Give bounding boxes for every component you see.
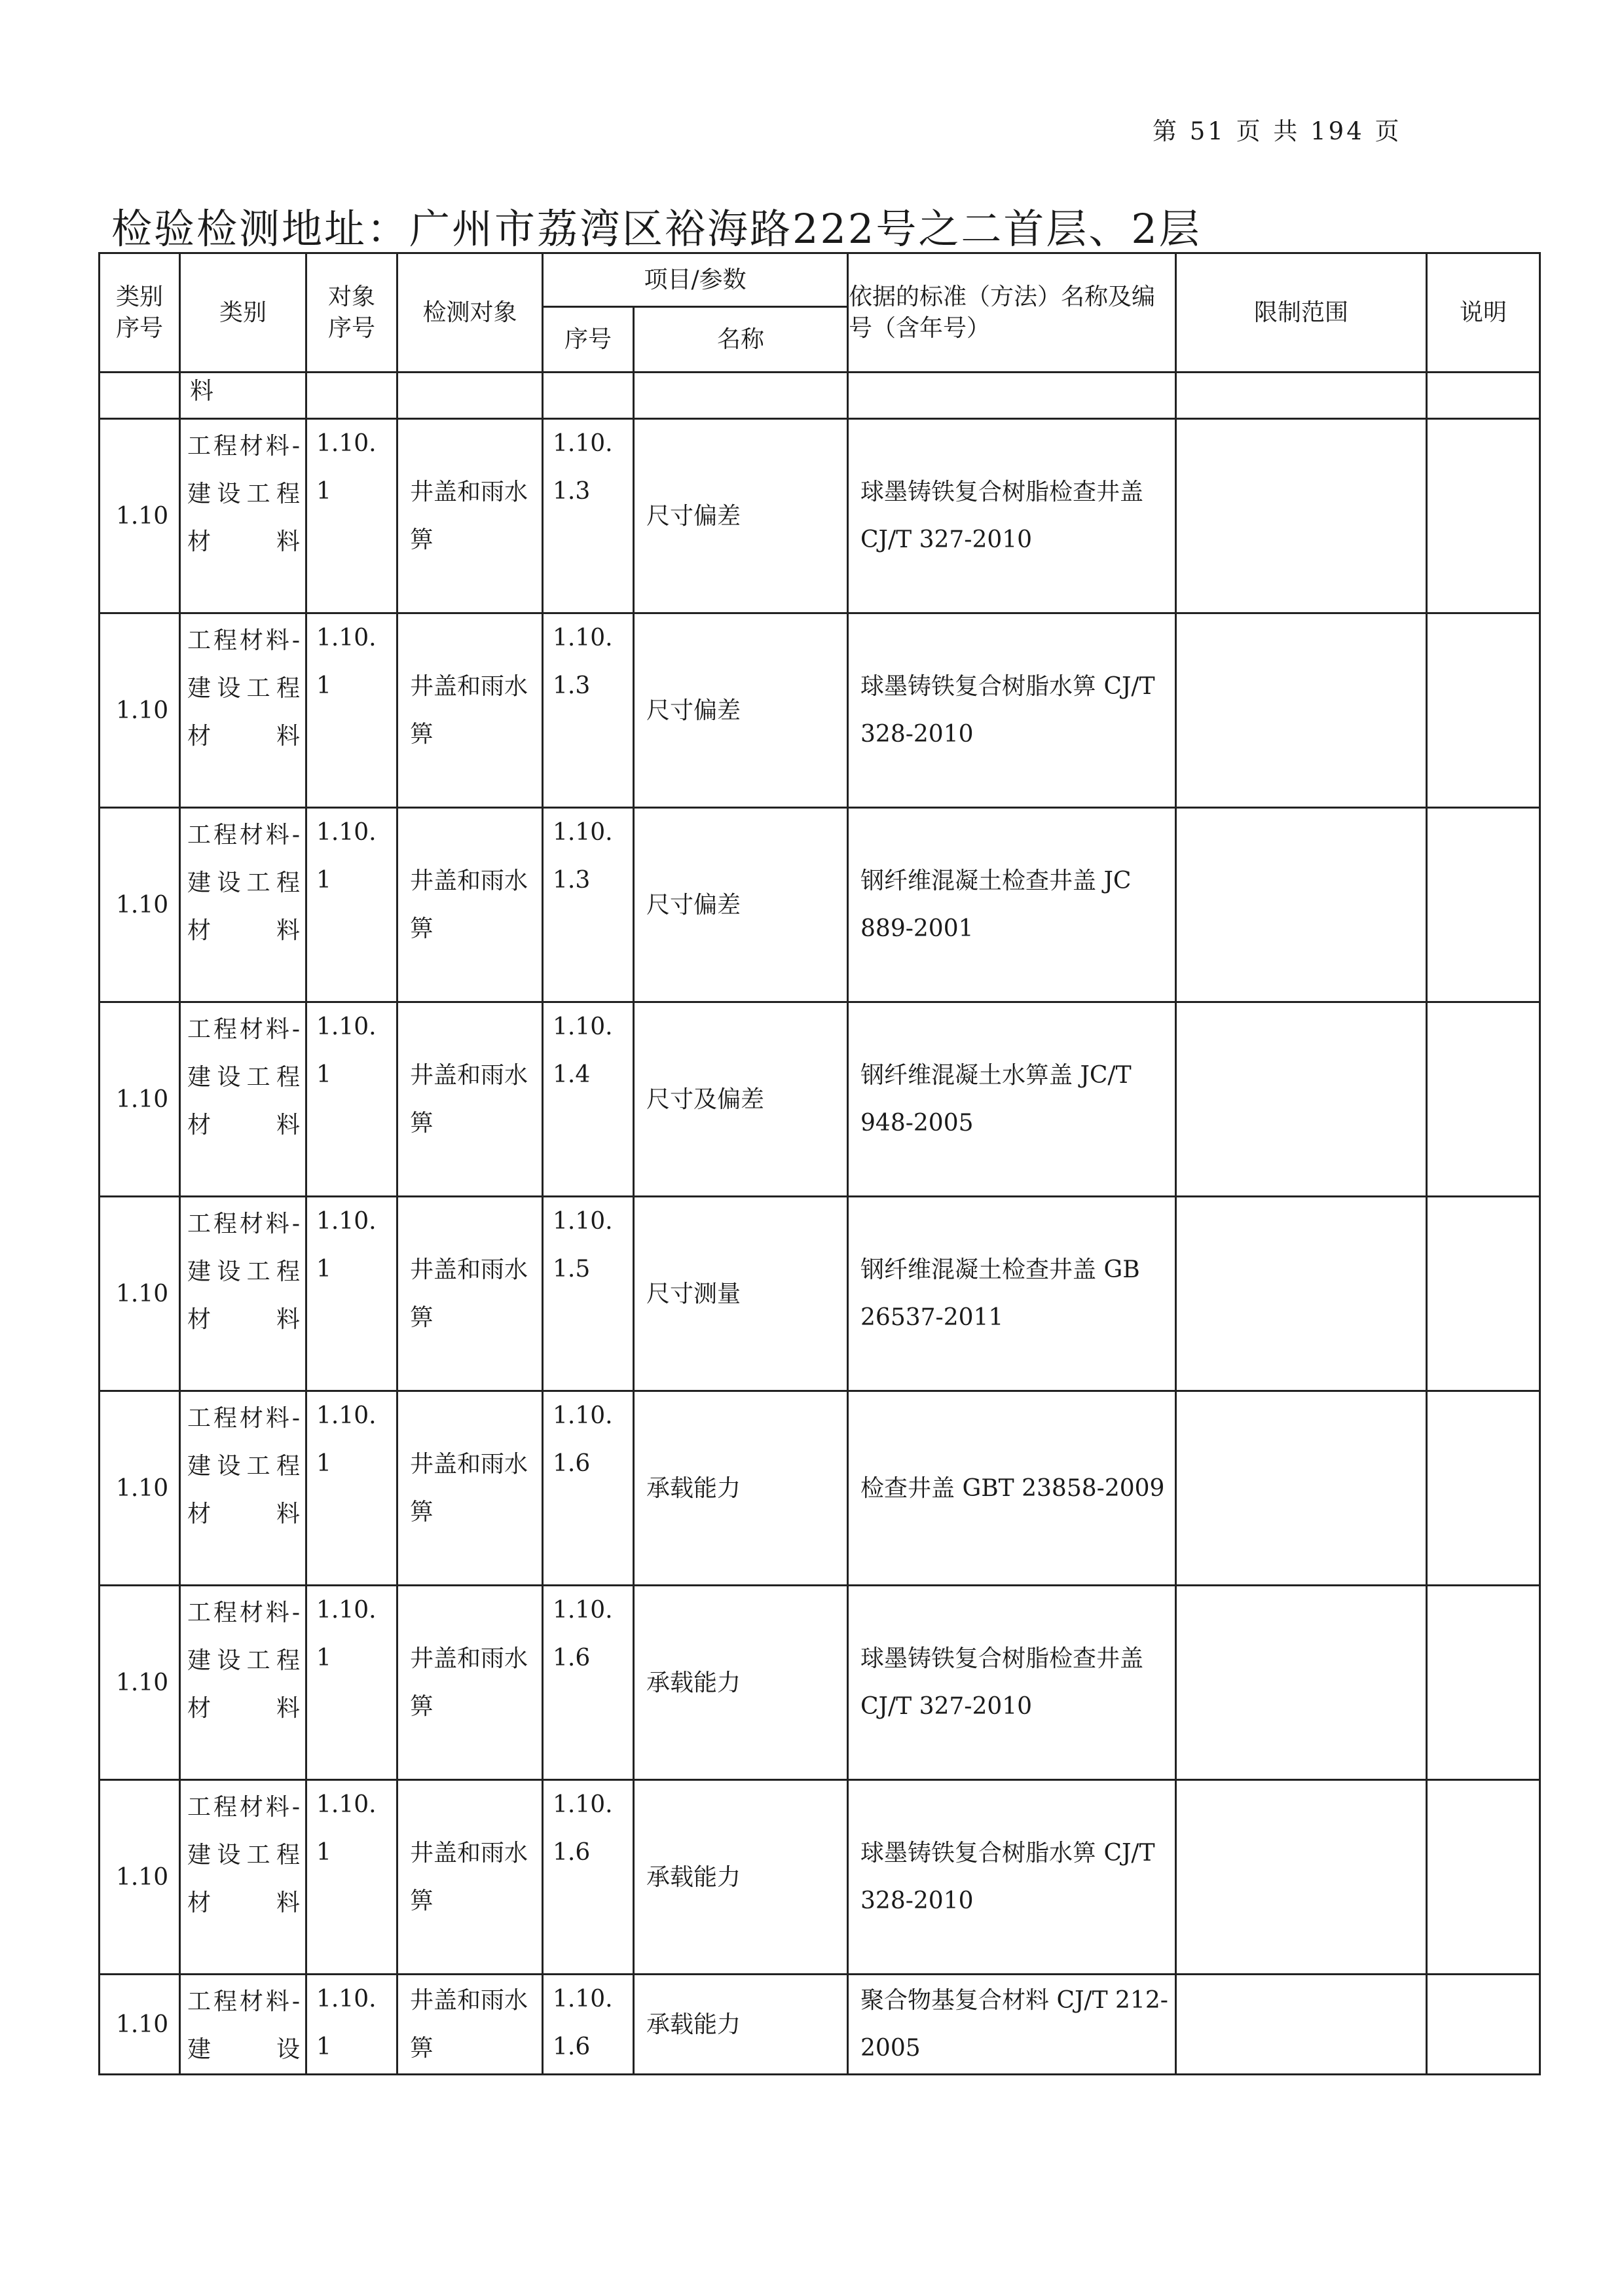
remark-cell [1427,613,1540,808]
test-object-cell: 井盖和雨水箅 [397,613,543,808]
remark-cell [1427,1002,1540,1197]
category-cell: 工程材料-建设工程材料 [180,1586,306,1780]
remark-cell [1427,1586,1540,1780]
header-standard: 依据的标准（方法）名称及编号（含年号） [848,253,1176,373]
standard-cell: 球墨铸铁复合树脂检查井盖 CJ/T 327-2010 [848,1586,1176,1780]
limit-range-cell [1176,1586,1427,1780]
object-seq-cell: 1.10. 1 [306,419,397,613]
category-seq-cell: 1.10 [100,1586,180,1780]
standard-cell: 球墨铸铁复合树脂水箅 CJ/T 328-2010 [848,1780,1176,1975]
header-remark: 说明 [1427,253,1540,373]
item-name-cell: 承载能力 [634,1586,848,1780]
table-row [100,1975,1540,2075]
object-seq-cell: 1.10. 1 [306,1391,397,1586]
header-item-name: 名称 [634,307,848,373]
test-object-cell: 井盖和雨水箅 [397,1391,543,1586]
object-seq-cell: 1.10. 1 [306,808,397,1002]
item-name-cell: 尺寸测量 [634,1197,848,1391]
object-seq-cell: 1.10. 1 [306,1002,397,1197]
limit-range-cell [1176,1975,1427,2075]
limit-range-cell [1176,1780,1427,1975]
category-cell: 工程材料-建设工程材料 [180,1197,306,1391]
category-seq-cell: 1.10 [100,1780,180,1975]
header-limit-range: 限制范围 [1176,253,1427,373]
table-row-continuation [100,373,1540,419]
header-object-seq: 对象 序号 [306,253,397,373]
limit-range-cell [1176,419,1427,613]
category-cell: 工程材料-建设工程材料 [180,613,306,808]
standard-cell: 钢纤维混凝土检查井盖 GB 26537-2011 [848,1197,1176,1391]
table-row [100,808,1540,1002]
category-cell: 工程材料-建设工程材料 [180,808,306,1002]
table-row [100,1002,1540,1197]
category-seq-cell: 1.10 [100,1975,180,2075]
limit-range-cell [1176,1197,1427,1391]
standard-cell: 钢纤维混凝土水箅盖 JC/T 948-2005 [848,1002,1176,1197]
header-item-param: 项目/参数 [543,253,848,307]
category-seq-cell: 1.10 [100,808,180,1002]
item-seq-cell: 1.10. 1.6 [543,1975,634,2075]
test-object-cell: 井盖和雨水箅 [397,419,543,613]
table-row [100,1197,1540,1391]
item-name-cell: 尺寸偏差 [634,613,848,808]
item-name-cell: 尺寸及偏差 [634,1002,848,1197]
item-seq-cell: 1.10. 1.3 [543,613,634,808]
remark-cell [1427,1780,1540,1975]
remark-cell [1427,1975,1540,2075]
object-seq-cell: 1.10. 1 [306,1197,397,1391]
category-cell: 工程材料-建设工程材料 [180,1780,306,1975]
object-seq-cell: 1.10. 1 [306,1780,397,1975]
item-seq-cell: 1.10. 1.6 [543,1586,634,1780]
remark-cell [1427,1197,1540,1391]
standard-cell: 聚合物基复合材料 CJ/T 212-2005 [848,1975,1176,2075]
limit-range-cell [1176,1002,1427,1197]
item-name-cell: 承载能力 [634,1391,848,1586]
standard-cell: 钢纤维混凝土检查井盖 JC 889-2001 [848,808,1176,1002]
limit-range-cell [1176,1391,1427,1586]
category-cell: 料 [180,373,306,419]
remark-cell [1427,419,1540,613]
page-title: 检验检测地址：广州市荔湾区裕海路222号之二首层、2层 [111,205,1202,253]
category-seq-cell: 1.10 [100,613,180,808]
category-seq-cell: 1.10 [100,1391,180,1586]
limit-range-cell [1176,613,1427,808]
page-number: 第 51 页 共 194 页 [1153,117,1402,145]
category-cell: 工程材料-建设工程材料 [180,1391,306,1586]
table-row [100,613,1540,808]
table-row [100,1391,1540,1586]
standard-cell: 检查井盖 GBT 23858-2009 [848,1391,1176,1586]
item-name-cell: 承载能力 [634,1780,848,1975]
header-category: 类别 [180,253,306,373]
accreditation-table [98,252,1541,2075]
standard-cell: 球墨铸铁复合树脂水箅 CJ/T 328-2010 [848,613,1176,808]
object-seq-cell: 1.10. 1 [306,1586,397,1780]
header-item-seq: 序号 [543,307,634,373]
test-object-cell: 井盖和雨水箅 [397,1002,543,1197]
remark-cell [1427,1391,1540,1586]
test-object-cell: 井盖和雨水箅 [397,1197,543,1391]
table-row [100,1780,1540,1975]
object-seq-cell: 1.10. 1 [306,1975,397,2075]
category-seq-cell: 1.10 [100,1002,180,1197]
limit-range-cell [1176,808,1427,1002]
item-name-cell: 承载能力 [634,1975,848,2075]
item-seq-cell: 1.10. 1.6 [543,1780,634,1975]
category-cell: 工程材料-建设工程材料 [180,1002,306,1197]
item-seq-cell: 1.10. 1.3 [543,419,634,613]
remark-cell [1427,808,1540,1002]
category-cell: 工程材料-建设工程材料 [180,419,306,613]
category-cell: 工程材料-建设 [180,1975,306,2075]
test-object-cell: 井盖和雨水箅 [397,808,543,1002]
header-test-object: 检测对象 [397,253,543,373]
category-seq-cell: 1.10 [100,1197,180,1391]
item-seq-cell: 1.10. 1.3 [543,808,634,1002]
item-seq-cell: 1.10. 1.6 [543,1391,634,1586]
table-row [100,1586,1540,1780]
table-row [100,419,1540,613]
header-category-seq: 类别 序号 [100,253,180,373]
test-object-cell: 井盖和雨水箅 [397,1975,543,2075]
standard-cell: 球墨铸铁复合树脂检查井盖 CJ/T 327-2010 [848,419,1176,613]
item-name-cell: 尺寸偏差 [634,419,848,613]
object-seq-cell: 1.10. 1 [306,613,397,808]
item-seq-cell: 1.10. 1.4 [543,1002,634,1197]
test-object-cell: 井盖和雨水箅 [397,1586,543,1780]
category-seq-cell: 1.10 [100,419,180,613]
item-seq-cell: 1.10. 1.5 [543,1197,634,1391]
item-name-cell: 尺寸偏差 [634,808,848,1002]
test-object-cell: 井盖和雨水箅 [397,1780,543,1975]
